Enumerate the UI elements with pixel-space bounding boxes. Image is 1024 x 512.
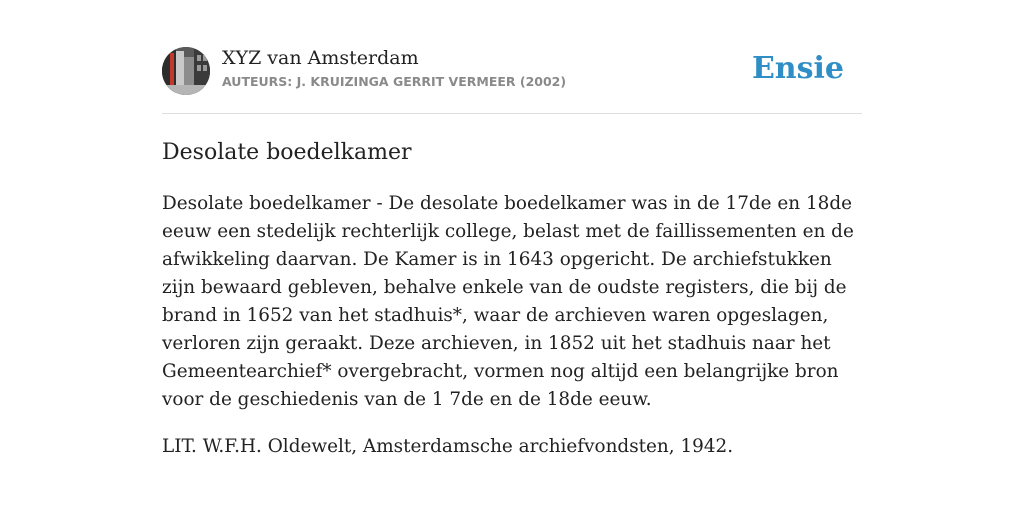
header-divider xyxy=(162,113,862,114)
book-cover-avatar[interactable] xyxy=(162,47,210,95)
book-cover-icon xyxy=(162,47,210,95)
entry-body: Desolate boedelkamer - De desolate boedelkamer was in de 17de en 18de eeuw een stedelijk rechterlijk college, belast met de faillissementen en de afwikkeling daarvan. De Kamer is in 1643 opgericht. De archiefstukken zijn bewaard gebleven, behalve enkele van de oudste registers, die bij de brand in 1652 van het stadhuis*, waar de archieven waren opgeslagen, verloren zijn geraakt. Deze archieven, in 1852 uit het stadhuis naar het Gemeentearchief* overgebracht, vormen nog altijd een belangrijke bron voor de geschiedenis van de 1 7de en de 18de eeuw. xyxy=(162,193,854,410)
entry-header xyxy=(162,46,862,96)
book-title[interactable]: XYZ van Amsterdam xyxy=(222,47,419,69)
entry-literature: LIT. W.F.H. Oldewelt, Amsterdamsche archiefvondsten, 1942. xyxy=(162,436,734,457)
book-authors: AUTEURS: J. KRUIZINGA GERRIT VERMEER (2002) xyxy=(222,74,567,89)
entry-title: Desolate boedelkamer xyxy=(162,140,412,165)
ensie-logo[interactable]: Ensie xyxy=(751,51,844,86)
